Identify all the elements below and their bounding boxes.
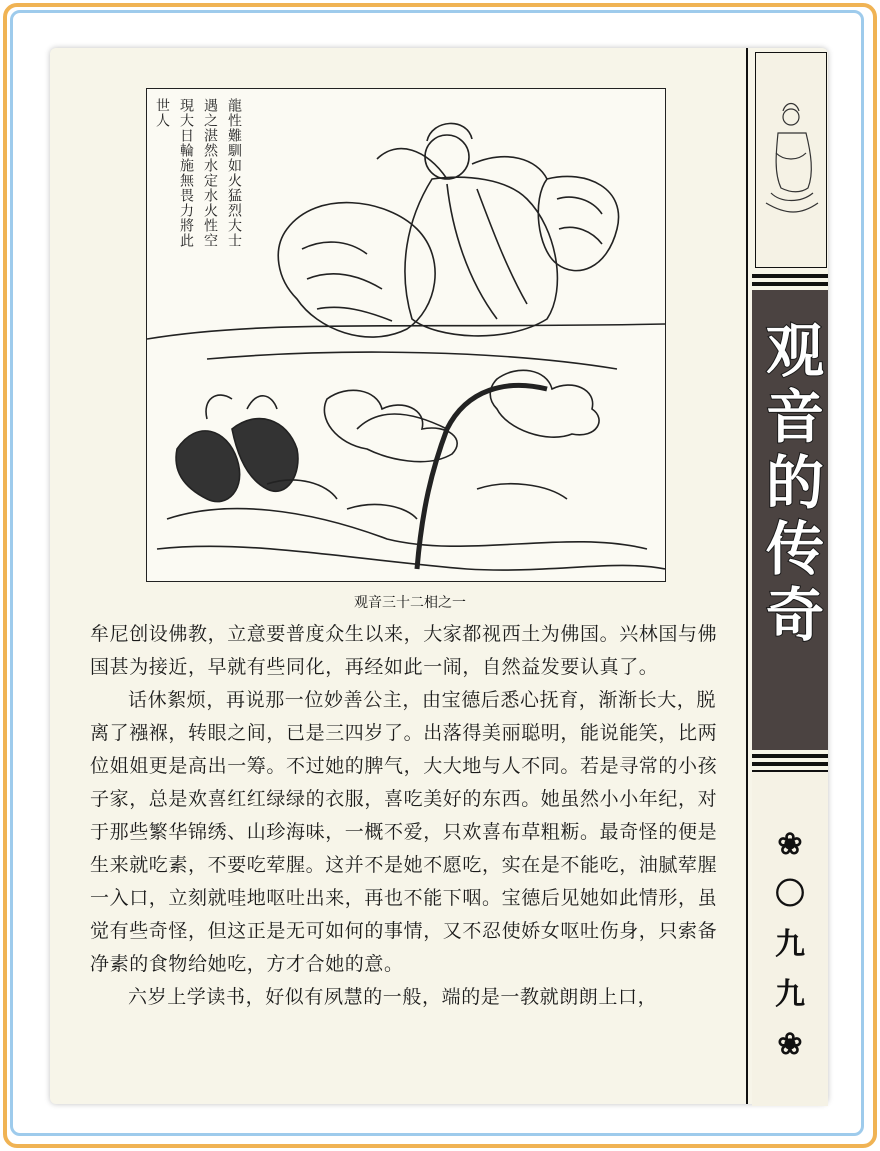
flower-icon: ❀ [777,1027,803,1062]
illustration-caption: 观音三十二相之一 [354,595,466,611]
buddha-icon [756,53,826,267]
book-title: 观音的传奇 [756,320,824,650]
page-number-digit: 九 [775,927,805,962]
poem-column: 現大日輪施無畏力將此 [178,98,194,248]
flower-icon: ❀ [777,827,803,862]
sidebar-divider [752,282,828,286]
paragraph: 牟尼创设佛教，立意要普度众生以来，大家都视西土为佛国。兴林国与佛国甚为接近，早就有些同化，再经如此一闹，自然益发要认真了。 [90,623,718,678]
paragraph: 话休絮烦，再说那一位妙善公主，由宝德后悉心抚育，渐渐长大，脱离了襁褓，转眼之间，已是三四岁了。出落得美丽聪明，能说能笑，比两位姐姐更是高出一筹。不过她的脾气，大大地与人不同。若是寻常的小孩子家，总是欢喜红红绿绿的衣服，喜吃美好的东西。她虽然小小年纪，对于那些繁华锦绣、山珍海味，一概不爱，只欢喜布草粗粝。最奇怪的便是生来就吃素，不要吃荤腥。这并不是她不愿吃，实在是不能吃，油腻荤腥一入口，立刻就哇地呕吐出来，再也不能下咽。宝德后见她如此情形，虽觉有些奇怪，但这正是无可如何的事情，又不忍使娇女呕吐伤身，只索备净素的食物给她吃，方才合她的意。 [90,689,718,975]
body-text [90,618,720,1014]
page-number [752,820,828,1070]
page-number-digit: 九 [775,977,805,1012]
sidebar-divider [752,274,828,278]
poem-column: 世人 [154,98,170,128]
poem-column: 遇之湛然水定水火性空 [202,98,218,248]
paragraph: 六岁上学读书，好似有夙慧的一般，端的是一教就朗朗上口， [128,986,658,1008]
page-number-digit: 〇 [775,877,805,912]
illustration-poem [150,98,246,308]
sidebar-buddha-image [755,52,827,268]
sidebar-divider [752,762,828,766]
sidebar-divider [752,754,828,758]
poem-column: 龍性難馴如火猛烈大士 [226,98,242,248]
